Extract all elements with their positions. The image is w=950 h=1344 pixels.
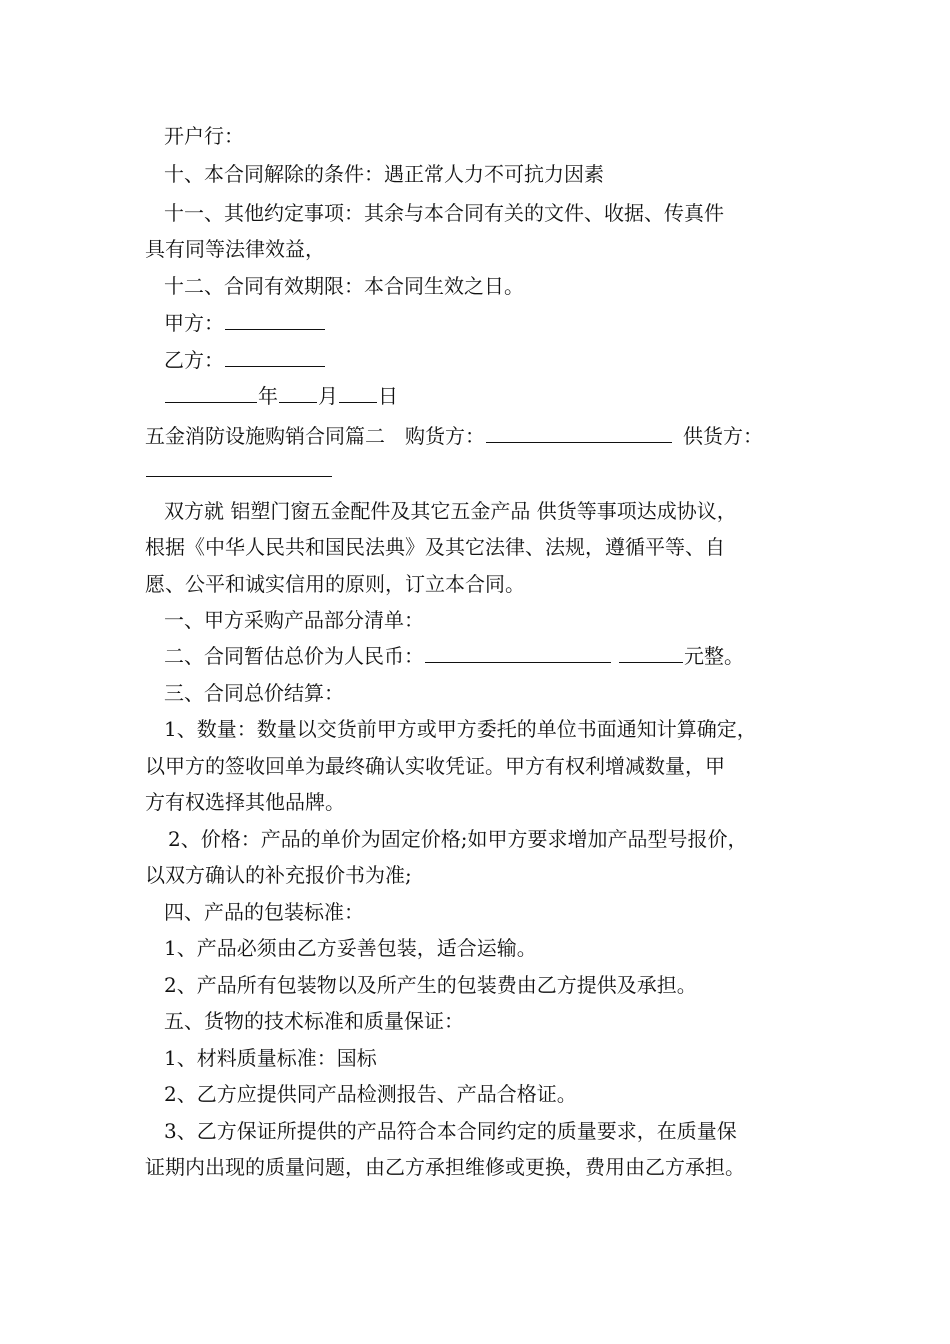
text-line-quantity-3: 方有权选择其他品牌。	[145, 790, 345, 814]
party-a-label: 甲方：	[164, 311, 224, 335]
day-blank	[339, 382, 377, 403]
contract-title-line	[145, 422, 825, 450]
buyer-label: 购货方：	[405, 424, 485, 448]
text-line-bank: 开户行：	[164, 124, 244, 148]
text-line-section-1: 一、甲方采购产品部分清单：	[164, 608, 424, 632]
text-line-clause-12: 十二、合同有效期限：本合同生效之日。	[164, 274, 524, 298]
price-line	[164, 642, 844, 670]
price-label: 二、合同暂估总价为人民币：	[164, 644, 424, 668]
price-blank-2	[619, 642, 683, 663]
year-blank	[165, 382, 257, 403]
day-label: 日	[378, 384, 398, 408]
party-a-blank	[225, 309, 325, 330]
text-line-quality-3: 3、乙方保证所提供的产品符合本合同约定的质量要求，在质量保	[164, 1119, 737, 1143]
text-line-section-3: 三、合同总价结算：	[164, 681, 344, 705]
buyer-blank	[486, 422, 672, 443]
text-line-clause-10: 十、本合同解除的条件：遇正常人力不可抗力因素	[164, 162, 604, 186]
text-line-section-5: 五、货物的技术标准和质量保证：	[164, 1009, 464, 1033]
text-line-clause-11: 十一、其他约定事项：其余与本合同有关的文件、收据、传真件	[164, 201, 724, 225]
price-blank-1	[425, 642, 611, 663]
text-line-intro-2: 根据《中华人民共和国民法典》及其它法律、法规，遵循平等、自	[145, 535, 725, 559]
party-b-blank	[225, 346, 325, 367]
text-line-quality-3-cont: 证期内出现的质量问题，由乙方承担维修或更换，费用由乙方承担。	[145, 1155, 745, 1179]
text-line-price-1: 2、价格：产品的单价为固定价格;如甲方要求增加产品型号报价，	[168, 827, 748, 851]
date-line	[164, 382, 844, 410]
price-suffix: 元整。	[684, 644, 744, 668]
supplier-label: 供货方：	[683, 424, 763, 448]
month-blank	[279, 382, 317, 403]
party-a-line	[164, 309, 844, 337]
text-line-section-4: 四、产品的包装标准：	[164, 900, 364, 924]
text-line-quantity-2: 以甲方的签收回单为最终确认实收凭证。甲方有权利增减数量，甲	[145, 754, 725, 778]
party-b-line	[164, 346, 844, 374]
text-line-quality-2: 2、乙方应提供同产品检测报告、产品合格证。	[164, 1082, 577, 1106]
supplier-blank	[146, 456, 332, 477]
text-line-packing-1: 1、产品必须由乙方妥善包装，适合运输。	[164, 936, 537, 960]
month-label: 月	[318, 384, 338, 408]
text-line-packing-2: 2、产品所有包装物以及所产生的包装费由乙方提供及承担。	[164, 973, 697, 997]
year-label: 年	[258, 384, 278, 408]
text-line-price-2: 以双方确认的补充报价书为准;	[145, 863, 412, 887]
supplier-blank-line	[145, 456, 825, 484]
text-line-quantity-1: 1、数量：数量以交货前甲方或甲方委托的单位书面通知计算确定，	[164, 717, 757, 741]
contract-title: 五金消防设施购销合同篇二	[145, 424, 385, 448]
party-b-label: 乙方：	[164, 348, 224, 372]
text-line-intro-3: 愿、公平和诚实信用的原则，订立本合同。	[145, 572, 525, 596]
text-line-quality-1: 1、材料质量标准：国标	[164, 1046, 377, 1070]
text-line-intro-1: 双方就 铝塑门窗五金配件及其它五金产品 供货等事项达成协议，	[164, 499, 737, 523]
text-line-clause-11-cont: 具有同等法律效益，	[145, 237, 325, 261]
